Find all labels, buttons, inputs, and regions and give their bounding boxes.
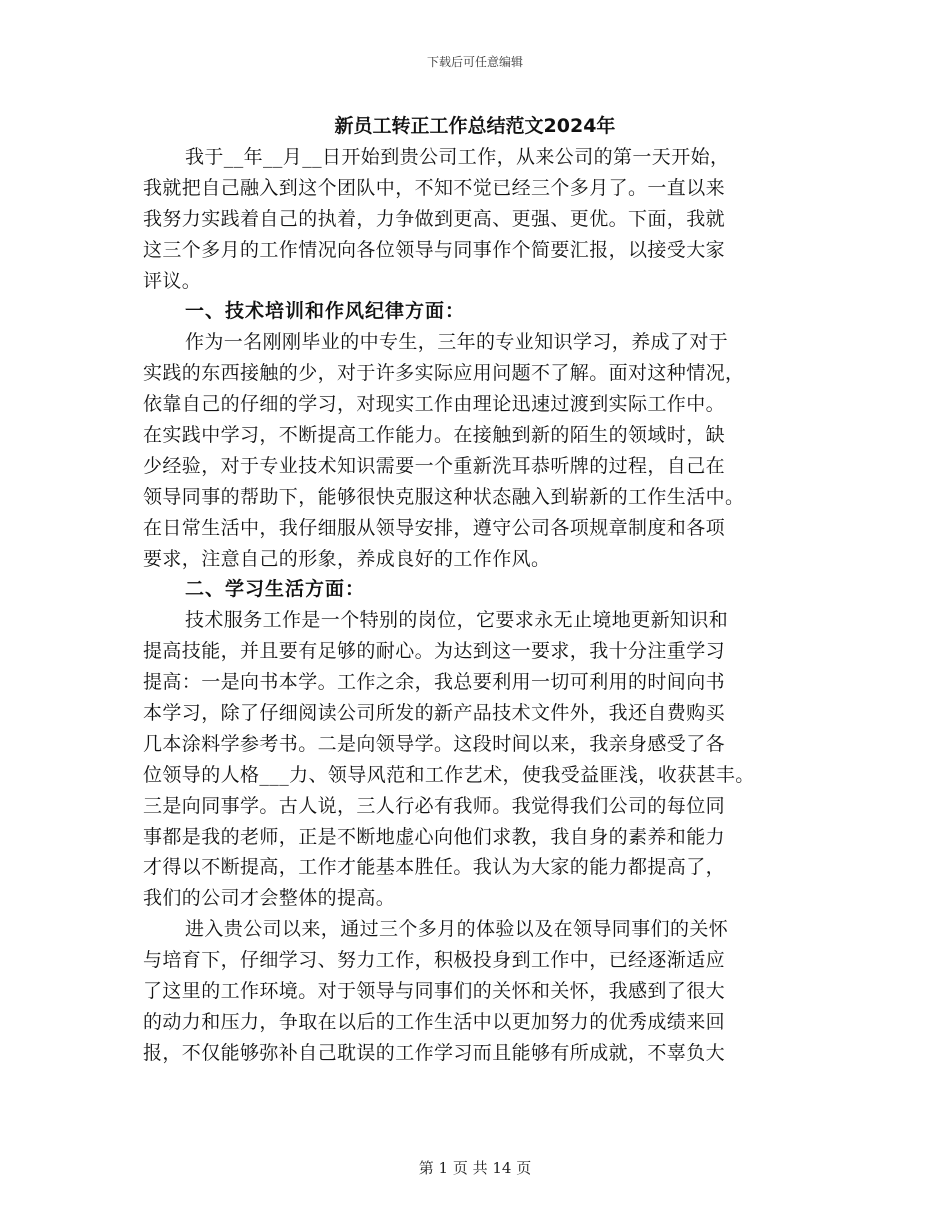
paragraph-line: 三是向同事学。古人说，三人行必有我师。我觉得我们公司的每位同 bbox=[143, 794, 726, 817]
paragraph-line: 评议。 bbox=[143, 269, 202, 292]
paragraph-line: 的动力和压力，争取在以后的工作生活中以更加努力的优秀成绩来回 bbox=[143, 1010, 726, 1033]
paragraph-line: 我努力实践着自己的执着，力争做到更高、更强、更优。下面，我就 bbox=[143, 207, 726, 230]
paragraph-line: 实践的东西接触的少，对于许多实际应用问题不了解。面对这种情况， bbox=[143, 362, 745, 385]
paragraph-line: 事都是我的老师，正是不断地虚心向他们求教，我自身的素养和能力 bbox=[143, 825, 726, 848]
paragraph-line: 提高技能，并且要有足够的耐心。为达到这一要求，我十分注重学习 bbox=[143, 640, 726, 663]
paragraph-line: 与培育下，仔细学习、努力工作，积极投身到工作中，已经逐渐适应 bbox=[143, 949, 726, 972]
paragraph-line: 少经验，对于专业技术知识需要一个重新洗耳恭听牌的过程，自己在 bbox=[143, 454, 726, 477]
paragraph-line: 在日常生活中，我仔细服从领导安排，遵守公司各项规章制度和各项 bbox=[143, 516, 726, 539]
section-heading: 二、学习生活方面： bbox=[185, 578, 366, 601]
paragraph-line: 作为一名刚刚毕业的中专生，三年的专业知识学习，养成了对于 bbox=[185, 331, 729, 354]
paragraph-line: 我们的公司才会整体的提高。 bbox=[143, 887, 396, 910]
paragraph-line: 我于__年__月__日开始到贵公司工作，从来公司的第一天开始， bbox=[185, 146, 730, 168]
paragraph-line: 几本涂料学参考书。二是向领导学。这段时间以来，我亲身感受了各 bbox=[143, 732, 726, 755]
paragraph-line: 位领导的人格___力、领导风范和工作艺术，使我受益匪浅，收获甚丰。 bbox=[143, 763, 755, 786]
paragraph-line: 在实践中学习，不断提高工作能力。在接触到新的陌生的领域时，缺 bbox=[143, 424, 726, 447]
paragraph-line: 报，不仅能够弥补自己耽误的工作学习而且能够有所成就，不辜负大 bbox=[143, 1041, 726, 1064]
paragraph-line: 提高：一是向书本学。工作之余，我总要利用一切可利用的时间向书 bbox=[143, 671, 726, 694]
paragraph-line: 本学习，除了仔细阅读公司所发的新产品技术文件外，我还自费购买 bbox=[143, 702, 726, 725]
paragraph-line: 进入贵公司以来，通过三个多月的体验以及在领导同事们的关怀 bbox=[185, 918, 729, 941]
paragraph-line: 要求，注意自己的形象，养成良好的工作作风。 bbox=[143, 547, 551, 570]
paragraph-line: 了这里的工作环境。对于领导与同事们的关怀和关怀，我感到了很大 bbox=[143, 980, 726, 1003]
paragraph-line: 技术服务工作是一个特别的岗位，它要求永无止境地更新知识和 bbox=[185, 609, 729, 632]
paragraph-line: 依靠自己的仔细的学习，对现实工作由理论迅速过渡到实际工作中。 bbox=[143, 393, 726, 416]
paragraph-line: 这三个多月的工作情况向各位领导与同事作个简要汇报，以接受大家 bbox=[143, 238, 726, 261]
page-number: 第 1 页 共 14 页 bbox=[418, 1159, 532, 1177]
paragraph-line: 领导同事的帮助下，能够很快克服这种状态融入到崭新的工作生活中。 bbox=[143, 485, 745, 508]
header-note: 下载后可任意编辑 bbox=[426, 55, 523, 69]
paragraph-line: 我就把自己融入到这个团队中，不知不觉已经三个多月了。一直以来 bbox=[143, 176, 726, 199]
paragraph-line: 才得以不断提高，工作才能基本胜任。我认为大家的能力都提高了， bbox=[143, 856, 726, 879]
section-heading: 一、技术培训和作风纪律方面： bbox=[185, 300, 466, 323]
document-title: 新员工转正工作总结范文2024年 bbox=[334, 115, 616, 137]
document-body bbox=[143, 142, 823, 1069]
